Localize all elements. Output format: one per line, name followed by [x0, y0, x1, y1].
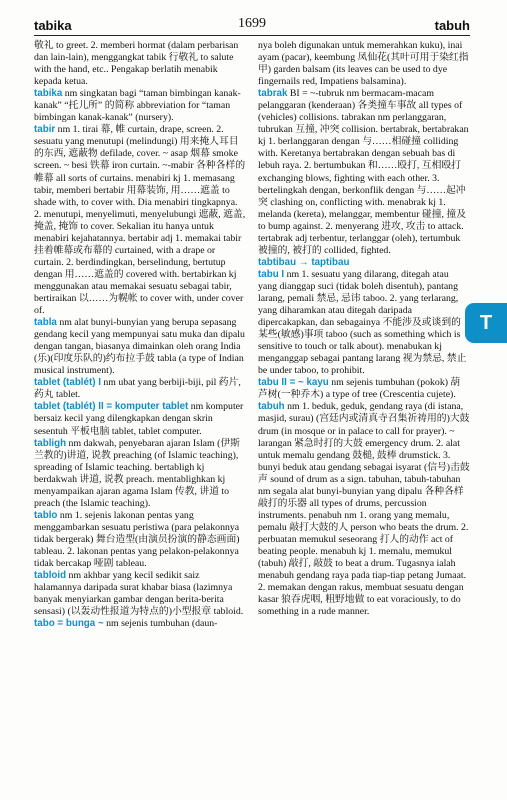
entry-body: nm 1. sejenis lakonan pentas yang menggambarkan sesuatu peristiwa (para pelakonnya tidak bergerak) 舞台造型(由演员扮演的静态画面) tableau. 2. lakonan pentas yang pelakon-pelakonnya tidak bercakap 哑剧 tableau.: [34, 509, 240, 570]
entry-body: nm sejenis tumbuhan (pokok) 葫芦树(一种乔木) a type of tree (Crescentia cujete).: [258, 377, 461, 401]
entry-body: nm sejenis tumbuhan (daun-: [103, 618, 218, 630]
entry-body: BI = ~-tubruk nm bermacam-macam pelanggaran (kenderaan) 各类撞车事故 all types of (vehicles) collisions. tabrakan nm perlanggaran, tubrukan 互撞, 冲突 collision. bertabrak, bertabrakan kj 1. berlanggaran dengan 与……相碰撞 colliding with. Keretanya bertabrakan dengan sebuah bas di lebuh raya. 2. bertumbukan 和……殴打, 互相殴打 exchanging blows, fighting with each other. 3. bertelingkah dengan, berkonflik dengan 与……起冲突 clashing on, conflicting with. menabrak kj 1. melanda (kereta), melanggar, membentur 碰撞, 撞及 to bump against. 2. menyerang 进攻, 攻击 to attack. tertabrak adj terbentur, terlanggar (oleh), tertumbuk 被撞的, 被打的 collided, fighted.: [258, 88, 469, 256]
entry-body: nm 1. beduk, geduk, gendang raya (di istana, masjid, surau) (宫廷内或清真寺召集祈祷用的)大鼓 drum (in mosque or in palace to call for prayer). ~ larangan 紧急时打的大鼓 emergency drum. 2. alat untuk memalu gendang 鼓槌, 鼓棒 drumstick. 3. bunyi beduk atau gendang sebagai isyarat (信号)击鼓声 sound of drum as a sign. tabuhan, tabuh-tabuhan nm segala alat bunyi-bunyian yang dipalu 各种各样敲打的乐器 all types of drums, percussion instruments. penabuh nm 1. orang yang memalu, pemalu 敲打大鼓的人 person who beats the drum. 2. perbuatan memukul seseorang 打人的动作 act of beating people. menabuh kj 1. memalu, memukul (tabuh) 敲打, 敲鼓 to beat a drum. Tugasnya ialah menabuh gendang raya pada tiap-tiap petang Jumaat. 2. memakan dengan rakus, membuat sesuatu dengan kasar 狼吞虎咽, 粗野地做 to eat voraciously, to do something in a rude manner.: [258, 401, 470, 618]
header-rule: [34, 35, 470, 36]
entry-body: nm 1. sesuatu yang dilarang, ditegah atau yang dianggap suci (tidak boleh disentuh), pantang larang, pemali 禁忌, 忌讳 taboo. 2. yang terlarang, yang diharamkan atau ditegah daripada dipercakapkan, dan sebagainya 不能涉及或谈到的某些(敏感)事项 taboo (such as something which is sensitive to touch or talk about). menabukan kj menganggap sebagai pantang larang 视为禁忌, 禁止 be under taboo, to prohibit.: [258, 268, 467, 377]
entry-headword: tabloid: [34, 570, 67, 582]
dictionary-entry: [258, 88, 470, 257]
dictionary-entry: [34, 570, 246, 618]
dictionary-entry: [258, 257, 470, 269]
entry-body: nm singkatan bagi “taman bimbingan kanak-kanak” “托儿所” 的简称 abbreviation for “taman bimbingan kanak-kanak” (nursery).: [34, 88, 241, 124]
entry-headword: tablet (tablét) II = komputer tablet: [34, 401, 189, 413]
entry-body: nm komputer bersaiz kecil yang dilengkapkan dengan skrin sesentuh 平板电脑 tablet, tablet computer.: [34, 401, 244, 437]
letter-thumb-tab: T: [465, 303, 507, 343]
entry-body: nm 1. tirai 幕, 帷 curtain, drape, screen. 2. sesuatu yang menutupi (melindungi) 用来掩人耳目的东西, 遮蔽物 defilade, cover. ~ asap 烟幕 smoke screen. ~ besi 铁幕 iron curtain. ~-mabir 各种各样的帷幕 all sorts of curtains. menabiri kj 1. memasang tabir, memberi bertabir 用幕装饰, 用……遮盖 to shade with, to cover with. Dia menabiri tingkapnya. 2. menutupi, menyelimuti, menyelubungi 遮蔽, 遮盖, 掩盖, 掩饰 to cover. Sekalian itu hanya untuk menabiri kejahatannya. bertabir adj 1. memakai tabir 挂着帷幕或布幕的 curtained, with a drape or curtain. 2. berdindingkan, berselindung, bertutup dengan 用……遮盖的 covered with. bertabirkan kj menggunakan atau memakai sesuatu sebagai tabir, bertiraikan 以……为幌帐 to cover with, under cover of.: [34, 124, 246, 317]
page-number: 1699: [238, 16, 266, 31]
dictionary-entry: [258, 269, 470, 377]
dictionary-entry: [258, 401, 470, 618]
dictionary-entry: [34, 88, 246, 124]
right-column: [258, 40, 470, 618]
entry-headword: tabika: [34, 88, 63, 100]
dictionary-entry: [258, 377, 470, 401]
dictionary-entry: [34, 510, 246, 570]
dictionary-entry: [34, 401, 246, 437]
entry-headword: tabrak: [258, 88, 288, 100]
dictionary-entry: [34, 377, 246, 401]
left-column: [34, 40, 246, 630]
entry-headword: tabla: [34, 317, 57, 329]
entry-headword: tabtibau → taptibau: [258, 256, 350, 268]
entry-headword: tabu II = ~ kayu: [258, 377, 329, 389]
dictionary-entry: [34, 40, 246, 88]
entry-headword: tabir: [34, 124, 56, 136]
entry-body: nm akhbar yang kecil sedikit saiz halamannya daripada surat khabar biasa (lazimnya banyak menyiarkan gambar dengan berita-berita sensasi) (以轰动性报道为特点的)小型报章 tabloid.: [34, 570, 244, 618]
entry-headword: tabuh: [258, 401, 285, 413]
entry-body: nm dakwah, penyebaran ajaran Islam (伊斯兰教的)讲道, 说教 preaching (of Islamic teaching), spreading of Islamic teaching. bertabligh kj berdakwah 讲道, 说教 preach. mentablighkan kj menyampaikan ajaran agama Islam 传教, 讲道 to preach (the Islamic teaching).: [34, 437, 240, 509]
dictionary-entry: [34, 317, 246, 377]
entry-headword: tablo: [34, 509, 58, 521]
entry-headword: tabo = bunga ~: [34, 618, 104, 630]
dictionary-entry: [34, 124, 246, 317]
dictionary-entry: [34, 438, 246, 510]
guide-word-right: tabuh: [434, 18, 470, 33]
entry-body: nm ubat yang berbiji-biji, pil 药片, 药丸 tablet.: [34, 377, 241, 401]
entry-body: nya boleh digunakan untuk memerahkan kuku), inai ayam (pacar), keembung 凤仙花(其叶可用于染红指甲) garden balsam (its leaves can be used to dye fingernails red, Impatiens balsamina).: [258, 40, 469, 88]
entry-headword: tabligh: [34, 437, 67, 449]
entry-headword: tablet (tablét) I: [34, 377, 101, 389]
entry-body: 敬礼 to greet. 2. memberi hormat (dalam perbarisan dan lain-lain), menggangkat tabik 行敬礼 to salute with the hand, etc.. Pengakap berlatih menabik kepada ketua.: [34, 40, 239, 88]
entry-body: nm alat bunyi-bunyian yang berupa sepasang gendang kecil yang mempunyai satu muka dan dipalu dengan tangan, biasanya dimainkan oleh orang India (乐)(印度乐队的)约布拉手鼓 tabla (a type of Indian musical instrument).: [34, 317, 245, 377]
dictionary-entry: [34, 618, 246, 630]
dictionary-entry: [258, 40, 470, 88]
page-header: [34, 12, 470, 34]
entry-headword: tabu I: [258, 268, 285, 280]
guide-word-left: tabika: [34, 18, 72, 33]
